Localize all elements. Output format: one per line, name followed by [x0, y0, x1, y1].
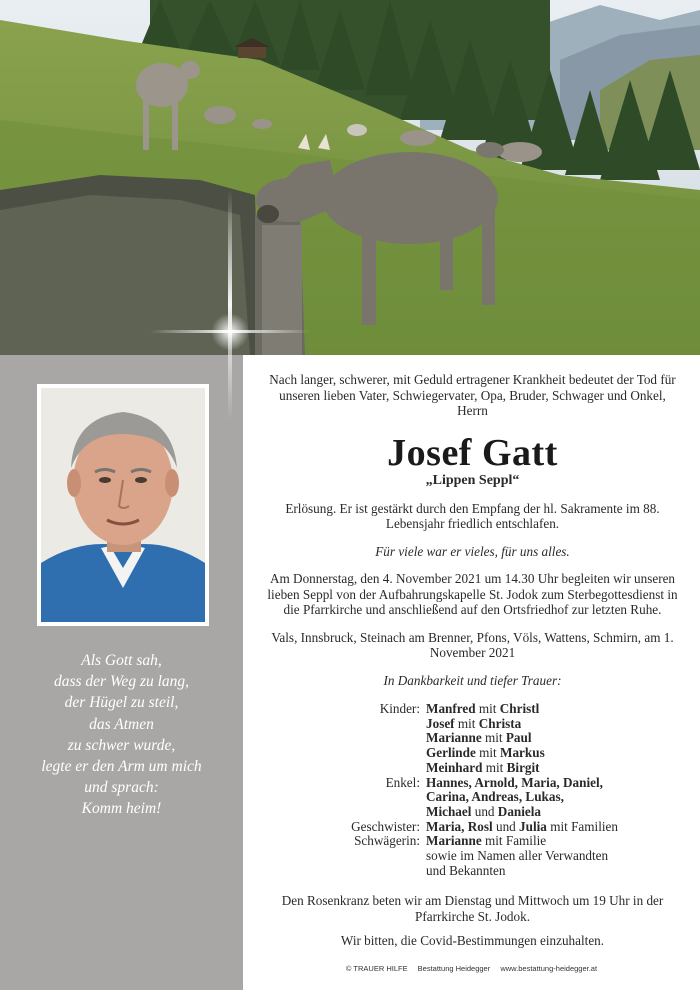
list-item [265, 761, 680, 776]
poem-line: zu schwer wurde, [67, 736, 176, 754]
mourner-value: sowie im Namen aller Verwandten [426, 848, 609, 864]
mourner-value: und Bekannten [426, 862, 506, 878]
poem-line: dass der Weg zu lang, [53, 673, 190, 691]
light-cross-glow [210, 314, 250, 350]
mourner-value: Meinhard mit Birgit [426, 759, 540, 775]
footer [243, 964, 700, 973]
mourner-label-enkel: Enkel: [385, 774, 420, 790]
list-item [265, 717, 680, 732]
poem-line: Komm heim! [81, 800, 162, 818]
list-item [265, 849, 680, 864]
list-item [265, 834, 680, 849]
list-item [265, 776, 680, 791]
portrait-frame [37, 384, 209, 626]
mourner-value: Hannes, Arnold, Maria, Daniel, [426, 774, 603, 790]
mourner-value: Manfred mit Christl [426, 701, 540, 716]
list-item [265, 820, 680, 835]
place-date: Vals, Innsbruck, Steinach am Brenner, Pfons, Völs, Wattens, Schmirn, am 1. November 2021 [271, 629, 674, 660]
mourner-value: Michael und Daniela [426, 803, 542, 819]
funeral-paragraph: Am Donnerstag, den 4. November 2021 um 14.30 Uhr begleiten wir unseren lieben Seppl von der Aufbahrungskapelle St. Jodok zum Sterbegottesdienst in die Pfarrkirche und anschließend auf den Ortsfriedhof zur letzten Ruhe. [267, 571, 678, 617]
list-item [265, 805, 680, 820]
poem-line: das Atmen [89, 715, 154, 733]
sidebar-panel [0, 355, 243, 990]
covid-paragraph: Wir bitten, die Covid-Bestimmungen einzuhalten. [340, 933, 605, 948]
mourner-value: Josef mit Christa [426, 715, 522, 731]
list-item [265, 864, 680, 879]
rosary-paragraph: Den Rosenkranz beten wir am Dienstag und Mittwoch um 19 Uhr in der Pfarrkirche St. Jodok. [281, 893, 664, 924]
intro-paragraph: Nach langer, schwerer, mit Geduld ertragener Krankheit bedeutet der Tod für unseren lieben Vater, Schwiegervater, Opa, Bruder, Schwager und Onkel, Herrn [269, 372, 676, 418]
portrait-photo [41, 388, 205, 622]
poem-line: und sprach: [84, 779, 159, 797]
motto: Für viele war er vieles, für uns alles. [375, 543, 570, 559]
mourner-label-kinder: Kinder: [379, 701, 420, 716]
footer-company: Bestattung Heidegger [417, 964, 491, 973]
deceased-name: Josef Gatt [387, 431, 558, 474]
list-item [265, 731, 680, 746]
list-item [265, 702, 680, 717]
mourner-label-schwaegerin: Schwägerin: [354, 833, 420, 849]
footer-website[interactable]: www.bestattung-heidegger.at [500, 964, 598, 973]
closing-text [265, 893, 680, 949]
list-item [265, 790, 680, 805]
poem-line: Als Gott sah, [81, 652, 162, 669]
mourner-value: Gerlinde mit Markus [426, 745, 545, 761]
release-paragraph: Erlösung. Er ist gestärkt durch den Empfang der hl. Sakramente im 88. Lebensjahr friedlich entschlafen. [285, 500, 660, 531]
light-cross-vertical [228, 190, 232, 420]
deceased-nickname: „Lippen Seppl“ [425, 472, 520, 488]
poem [0, 650, 243, 820]
mourner-value: Carina, Andreas, Lukas, [426, 789, 564, 805]
mourner-value: Marianne mit Paul [426, 730, 532, 746]
list-item [265, 746, 680, 761]
poem-line: der Hügel zu steil, [64, 694, 179, 712]
mourner-value: Marianne mit Familie [426, 833, 547, 849]
gratitude-line: In Dankbarkeit und tiefer Trauer: [383, 672, 562, 688]
footer-brand: © TRAUER HILFE [345, 964, 408, 973]
header-landscape-photo [0, 0, 700, 355]
mourner-value: Maria, Rosl und Julia mit Familien [426, 818, 618, 834]
mourners-list [265, 702, 680, 878]
mourner-label-geschwister: Geschwister: [351, 818, 420, 834]
poem-line: legte er den Arm um mich [41, 758, 202, 776]
announcement-text [265, 372, 680, 688]
